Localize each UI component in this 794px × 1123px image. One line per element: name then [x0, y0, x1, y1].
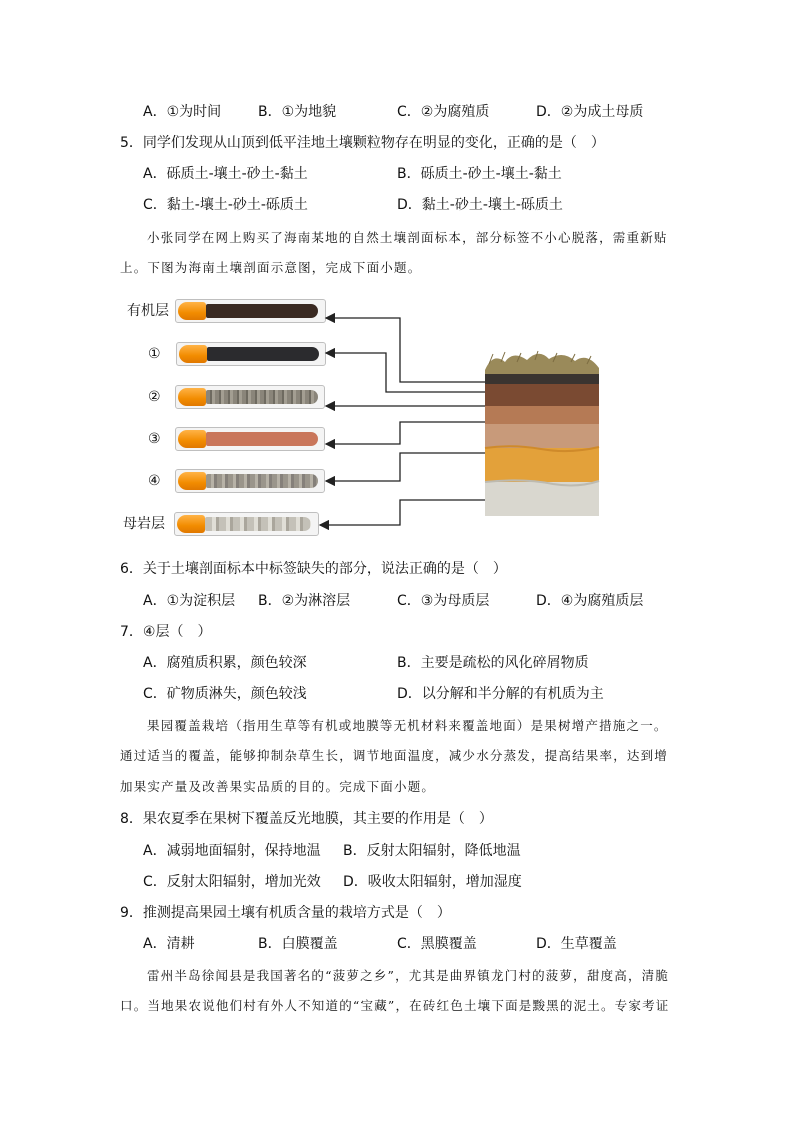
soil-profile-block-image [483, 350, 601, 518]
arrow-layer-1 [326, 353, 488, 392]
q6-option-b: B．②为淋溶层 [258, 593, 351, 609]
label-layer-2: ② [148, 389, 161, 405]
q4-option-b: B．①为地貌 [258, 104, 337, 120]
passage2-line-3: 加果实产量及改善果实品质的目的。完成下面小题。 [120, 779, 436, 794]
label-layer-4: ④ [148, 473, 161, 489]
q9-stem: 9．推测提高果园土壤有机质含量的栽培方式是（ ） [120, 905, 451, 921]
q9-option-c: C．黑膜覆盖 [397, 936, 477, 952]
q9-option-a: A．清耕 [143, 936, 195, 952]
q9-option-b: B．白膜覆盖 [258, 936, 338, 952]
q4-option-a: A．①为时间 [143, 104, 222, 120]
q7-option-d: D．以分解和半分解的有机质为主 [397, 686, 604, 702]
passage2-line-1: 果园覆盖栽培（指用生草等有机或地膜等无机材料来覆盖地面）是果树增产措施之一。 [147, 718, 668, 733]
label-parent-rock: 母岩层 [123, 516, 165, 532]
arrow-parent-rock [320, 500, 488, 525]
q7-option-b: B．主要是疏松的风化碎屑物质 [397, 655, 589, 671]
arrow-layer-3 [326, 422, 488, 444]
q6-option-a: A．①为淀积层 [143, 593, 236, 609]
q7-stem: 7．④层（ ） [120, 624, 212, 640]
passage1-line-1: 小张同学在网上购买了海南某地的自然土壤剖面标本，部分标签不小心脱落，需重新贴 [147, 230, 668, 245]
passage3-line-1: 雷州半岛徐闻县是我国著名的“菠萝之乡”，尤其是曲界镇龙门村的菠萝，甜度高，清脆 [147, 968, 670, 983]
q6-stem: 6．关于土壤剖面标本中标签缺失的部分，说法正确的是（ ） [120, 561, 507, 577]
q5-option-b: B．砾质土-砂土-壤土-黏土 [397, 166, 562, 182]
label-layer-1: ① [148, 346, 161, 362]
q8-option-d: D．吸收太阳辐射，增加湿度 [343, 874, 522, 890]
q5-stem: 5．同学们发现从山顶到低平洼地土壤颗粒物存在明显的变化，正确的是（ ） [120, 135, 605, 151]
label-organic-layer: 有机层 [127, 303, 169, 319]
q5-option-a: A．砾质土-壤土-砂土-黏土 [143, 166, 308, 182]
arrow-organic [326, 318, 488, 382]
label-layer-3: ③ [148, 431, 161, 447]
q7-option-a: A．腐殖质积累，颜色较深 [143, 655, 307, 671]
q6-option-c: C．③为母质层 [397, 593, 490, 609]
q8-option-b: B．反射太阳辐射，降低地温 [343, 843, 521, 859]
q8-option-a: A．减弱地面辐射，保持地温 [143, 843, 321, 859]
passage2-line-2: 通过适当的覆盖，能够抑制杂草生长，调节地面温度，减少水分蒸发，提高结果率，达到增 [120, 748, 669, 763]
q9-option-d: D．生草覆盖 [536, 936, 617, 952]
q4-option-d: D．②为成土母质 [536, 104, 644, 120]
q5-option-c: C．黏土-壤土-砂土-砾质土 [143, 197, 308, 213]
q6-option-d: D．④为腐殖质层 [536, 593, 644, 609]
q5-option-d: D．黏土-砂土-壤土-砾质土 [397, 197, 563, 213]
soil-block-drawing [483, 350, 601, 518]
passage1-line-2: 上。下图为海南土壤剖面示意图，完成下面小题。 [120, 260, 422, 275]
q4-option-c: C．②为腐殖质 [397, 104, 490, 120]
q7-option-c: C．矿物质淋失，颜色较浅 [143, 686, 307, 702]
q8-option-c: C．反射太阳辐射，增加光效 [143, 874, 321, 890]
passage3-line-2: 口。当地果农说他们村有外人不知道的“宝藏”，在砖红色土壤下面是黢黑的泥土。专家考证 [120, 998, 670, 1013]
soil-profile-figure [118, 288, 618, 543]
arrow-layer-4 [326, 453, 488, 481]
q8-stem: 8．果农夏季在果树下覆盖反光地膜，其主要的作用是（ ） [120, 811, 493, 827]
